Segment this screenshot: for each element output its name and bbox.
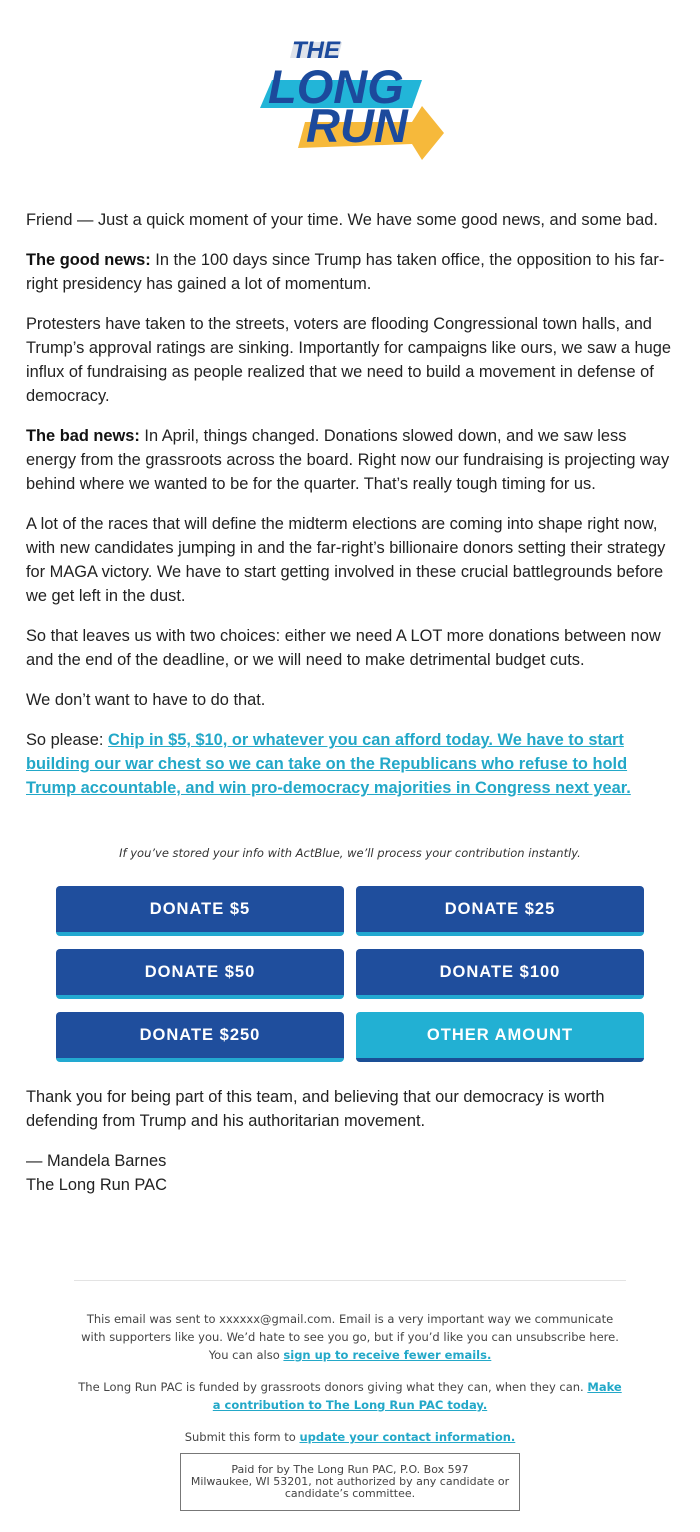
make-contribution-link[interactable]: Make a contribution to The Long Run PAC today. xyxy=(212,1380,622,1412)
logo-text-run: RUN xyxy=(306,99,408,152)
footer-divider xyxy=(74,1280,626,1281)
donate-5-button[interactable]: DONATE $5 xyxy=(56,886,344,936)
good-news-text: In the 100 days since Trump has taken office, the opposition to his far-right presidency has gained a lot of momentum. xyxy=(26,251,665,293)
please-prefix: So please: xyxy=(26,731,109,749)
good-news-paragraph xyxy=(26,248,676,296)
paid-for-disclaimer xyxy=(180,1453,520,1511)
choices-paragraph: So that leaves us with two choices: either we need A LOT more donations between now and the end of the deadline, or we will need to make detrimental budget cuts. xyxy=(26,627,661,669)
please-paragraph xyxy=(26,728,676,800)
footer-update-paragraph xyxy=(74,1428,626,1446)
bad-news-label: The bad news: xyxy=(26,427,140,445)
footer-funding-text: The Long Run PAC is funded by grassroots donors giving what they can, when they can. xyxy=(78,1380,588,1394)
thank-you-paragraph: Thank you for being part of this team, and believing that our democracy is worth defending from Trump and his authoritarian movement. xyxy=(26,1088,605,1130)
good-news-label: The good news: xyxy=(26,251,151,269)
donate-250-button[interactable]: DONATE $250 xyxy=(56,1012,344,1062)
donate-50-button[interactable]: DONATE $50 xyxy=(56,949,344,999)
donate-25-button[interactable]: DONATE $25 xyxy=(356,886,644,936)
bad-news-paragraph xyxy=(26,424,676,496)
races-paragraph: A lot of the races that will define the midterm elections are coming into shape right now, with new candidates jumping in and the far-right’s billionaire donors setting their strategy for MAGA victory. We have to start getting involved in these crucial battlegrounds before we get left in the dust. xyxy=(26,515,666,605)
paid-line-2: Milwaukee, WI 53201, not authorized by any candidate or xyxy=(190,1475,510,1488)
dont-want-paragraph: We don’t want to have to do that. xyxy=(26,691,266,709)
update-contact-link[interactable]: update your contact information. xyxy=(299,1430,516,1444)
logo-text-long: LONG xyxy=(268,60,404,113)
donate-100-button[interactable]: DONATE $100 xyxy=(356,949,644,999)
footer xyxy=(74,1310,626,1460)
closing-section xyxy=(26,1085,676,1197)
bad-news-text: In April, things changed. Donations slowed down, and we saw less energy from the grassroots across the board. Right now our fundraising is projecting way behind where we wanted to be for the quarter. That’s really tough timing for us. xyxy=(26,427,670,493)
paid-line-1: Paid for by The Long Run PAC, P.O. Box 597 xyxy=(231,1463,469,1476)
footer-email-text: This email was sent to xxxxxx@gmail.com. Email is a very important way we communicate with supporters like you. We’d hate to see you go, but if you’d like you can unsubscribe here. You can also xyxy=(81,1312,619,1362)
footer-email-paragraph xyxy=(74,1310,626,1364)
logo-text-the: THE xyxy=(292,37,340,64)
logo xyxy=(0,30,700,170)
protesters-paragraph: Protesters have taken to the streets, voters are flooding Congressional town halls, and Trump’s approval ratings are sinking. Importantly for campaigns like ours, we saw a huge influx of fundraising as people realized that we need to build a movement in defense of democracy. xyxy=(26,315,671,405)
long-run-logo xyxy=(250,30,450,165)
chip-in-link[interactable]: Chip in $5, $10, or whatever you can afford today. We have to start building our war chest so we can take on the Republicans who refuse to hold Trump accountable, and win pro-democracy majorities in Congress next year. xyxy=(26,731,631,797)
fewer-emails-link[interactable]: sign up to receive fewer emails. xyxy=(283,1348,492,1362)
email-body xyxy=(26,208,676,816)
footer-funding-paragraph xyxy=(74,1378,626,1414)
signature-name: — Mandela Barnes xyxy=(26,1152,167,1170)
signature-org: The Long Run PAC xyxy=(26,1176,167,1194)
actblue-note: If you’ve stored your info with ActBlue, we’ll process your contribution instantly. xyxy=(119,846,581,860)
footer-update-text: Submit this form to xyxy=(184,1430,300,1444)
paid-line-3: candidate’s committee. xyxy=(284,1487,416,1500)
greeting-paragraph: Friend — Just a quick moment of your time. We have some good news, and some bad. xyxy=(26,211,658,229)
other-amount-button[interactable]: OTHER AMOUNT xyxy=(356,1012,644,1062)
